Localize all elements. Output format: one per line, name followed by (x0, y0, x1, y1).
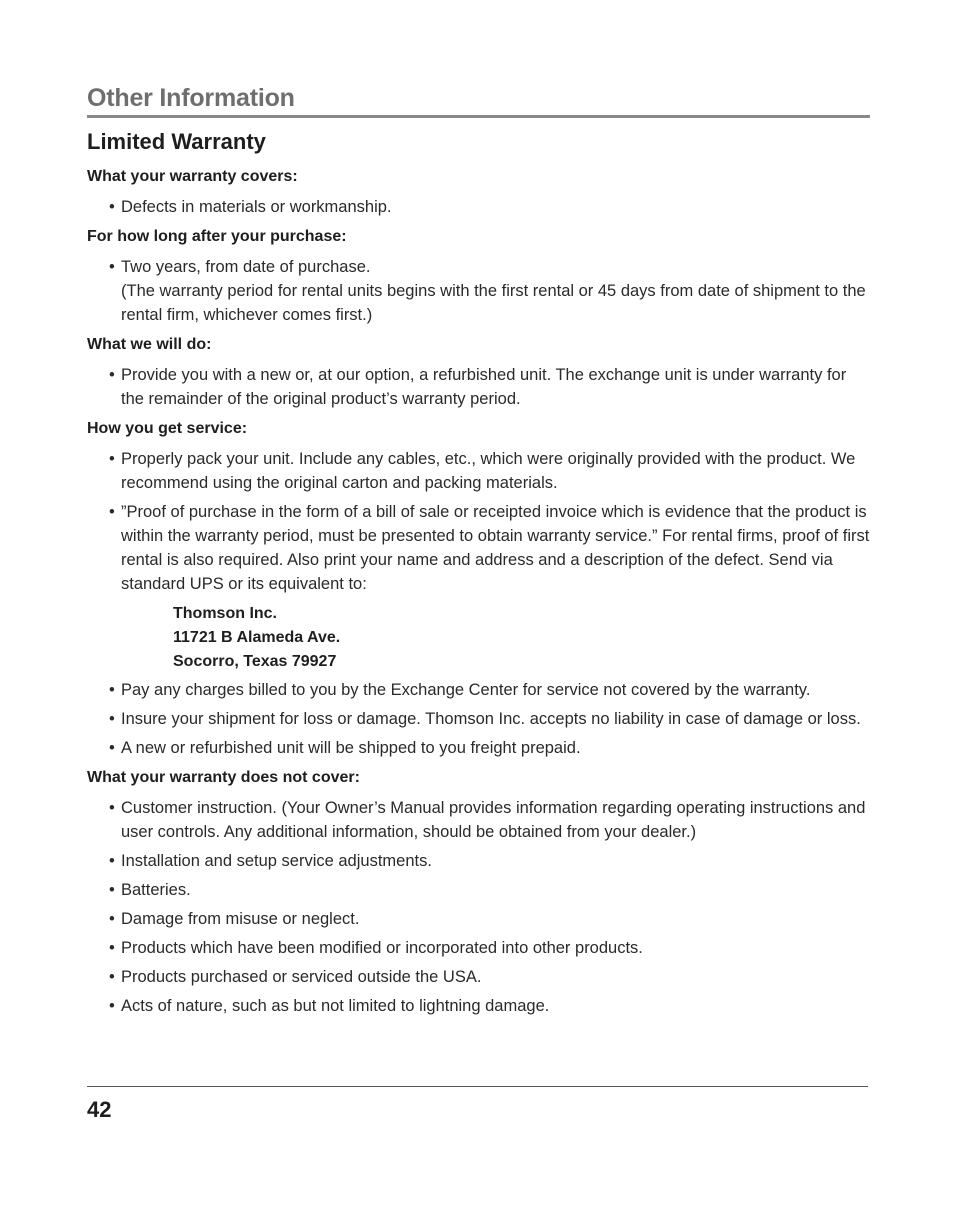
address-company: Thomson Inc. (173, 605, 277, 622)
footer-rule (87, 1086, 868, 1087)
bullet-marker: • (109, 852, 115, 870)
list-item (87, 363, 872, 411)
list-item-text: Products which have been modified or incorporated into other products. (121, 939, 643, 957)
bullet-marker: • (109, 503, 115, 521)
list-item (87, 447, 872, 495)
list-item-text: Defects in materials or workmanship. (121, 198, 392, 216)
bullet-list (87, 195, 872, 219)
bullet-list (87, 796, 872, 1018)
section-covers (87, 165, 872, 219)
bullet-list (87, 447, 872, 596)
list-item (87, 849, 872, 873)
bullet-marker: • (109, 910, 115, 928)
section-heading: What your warranty does not cover: (87, 769, 360, 786)
page-title: Limited Warranty (87, 129, 266, 154)
page-number: 42 (87, 1097, 112, 1122)
list-item (87, 878, 872, 902)
section-service (87, 417, 872, 760)
list-item-text: Products purchased or serviced outside the USA. (121, 968, 482, 986)
section-duration (87, 225, 872, 327)
section-heading: How you get service: (87, 420, 248, 437)
warranty-content (87, 165, 872, 1024)
list-item (87, 936, 872, 960)
bullet-list (87, 363, 872, 411)
section-heading: For how long after your purchase: (87, 228, 347, 245)
bullet-marker: • (109, 799, 115, 817)
bullet-marker: • (109, 450, 115, 468)
section-title-rule (87, 115, 870, 118)
section-what-we-do (87, 333, 872, 411)
list-item-text: Customer instruction. (Your Owner’s Manual provides information regarding operating instructions and user controls. Any additional information, should be obtained from your dealer.) (121, 799, 866, 841)
bullet-list (87, 678, 872, 760)
list-item (87, 907, 872, 931)
list-item (87, 994, 872, 1018)
bullet-marker: • (109, 939, 115, 957)
section-not-covered (87, 766, 872, 1018)
address-city-state-zip: Socorro, Texas 79927 (173, 653, 337, 670)
bullet-marker: • (109, 739, 115, 757)
list-item-text: Batteries. (121, 881, 191, 899)
list-item (87, 195, 872, 219)
list-item (87, 707, 872, 731)
list-item-text: Two years, from date of purchase. (121, 258, 371, 276)
list-item-text: Damage from misuse or neglect. (121, 910, 360, 928)
bullet-marker: • (109, 366, 115, 384)
mailing-address (173, 602, 872, 674)
address-street: 11721 B Alameda Ave. (173, 629, 341, 646)
list-item-text: ”Proof of purchase in the form of a bill of sale or receipted invoice which is evidence that the product is within the warranty period, must be presented to obtain warranty service.” For rental firms, proof of first rental is also required. Also print your name and address and a description of the defect. Send via standard UPS or its equivalent to: (121, 503, 870, 593)
section-heading: What we will do: (87, 336, 212, 353)
bullet-marker: • (109, 198, 115, 216)
bullet-marker: • (109, 710, 115, 728)
bullet-marker: • (109, 997, 115, 1015)
list-item (87, 796, 872, 844)
list-item-text: Insure your shipment for loss or damage. Thomson Inc. accepts no liability in case of damage or loss. (121, 710, 861, 728)
list-item (87, 678, 872, 702)
bullet-marker: • (109, 258, 115, 276)
list-item-text: Properly pack your unit. Include any cables, etc., which were originally provided with the product. We recommend using the original carton and packing materials. (121, 450, 856, 492)
list-item (87, 965, 872, 989)
section-title: Other Information (87, 84, 295, 112)
list-item-text: Installation and setup service adjustments. (121, 852, 432, 870)
list-item-text: A new or refurbished unit will be shipped to you freight prepaid. (121, 739, 581, 757)
list-item-text: Provide you with a new or, at our option, a refurbished unit. The exchange unit is under warranty for the remainder of the original product’s warranty period. (121, 366, 847, 408)
section-heading: What your warranty covers: (87, 168, 298, 185)
bullet-marker: • (109, 881, 115, 899)
list-item-text: Pay any charges billed to you by the Exchange Center for service not covered by the warranty. (121, 681, 811, 699)
bullet-marker: • (109, 681, 115, 699)
list-item-text: Acts of nature, such as but not limited to lightning damage. (121, 997, 550, 1015)
bullet-list (87, 255, 872, 327)
list-item (87, 500, 872, 596)
rental-note: (The warranty period for rental units begins with the first rental or 45 days from date of shipment to the rental firm, whichever comes first.) (121, 282, 866, 324)
list-item (87, 736, 872, 760)
list-item (87, 255, 872, 327)
bullet-marker: • (109, 968, 115, 986)
